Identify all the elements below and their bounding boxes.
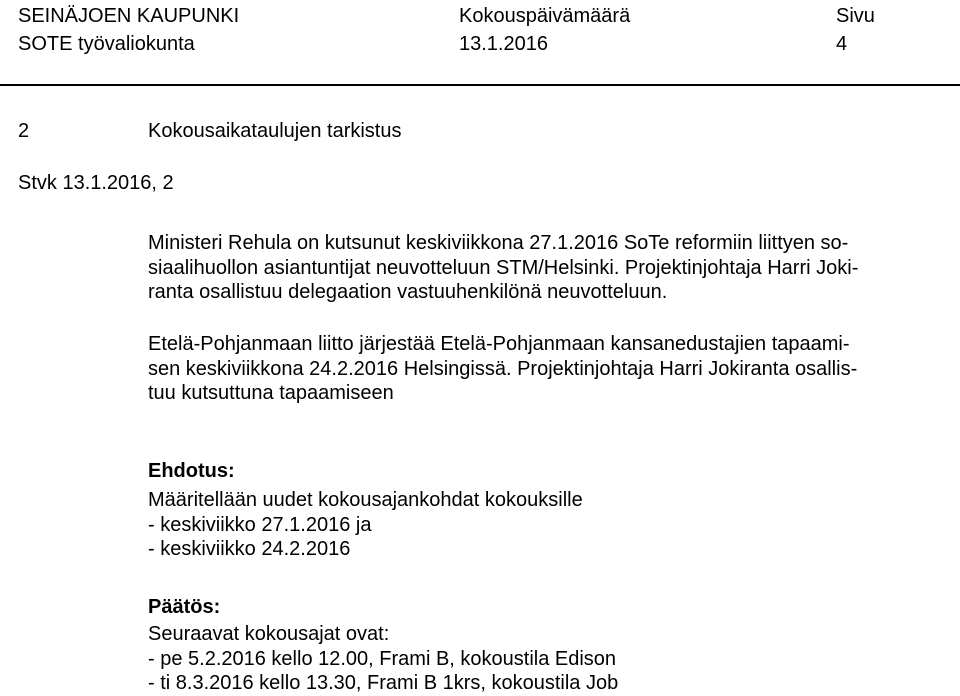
paragraph-line: sen keskiviikkona 24.2.2016 Helsingissä. Projektinjohtaja Harri Jokiranta osallis- [148,357,858,380]
paragraph-line: Etelä-Pohjanmaan liitto järjestää Etelä-Pohjanmaan kansanedustajien tapaami- [148,333,850,355]
paragraph-ministerial-meeting [148,231,948,305]
decision-label: Päätös: [148,596,221,618]
decision-text [148,622,618,696]
section-title: Kokousaikataulujen tarkistus [148,120,402,142]
committee-name: SOTE työvaliokunta [18,33,195,55]
paragraph-line: ranta osallistuu delegaation vastuuhenkilönä neuvotteluun. [148,281,668,303]
meeting-date-label: Kokouspäivämäärä [459,5,631,27]
organization-name: SEINÄJOEN KAUPUNKI [18,5,240,27]
header-page [836,2,875,58]
proposal-text [148,488,583,562]
header-divider [0,84,960,86]
paragraph-line: Ministeri Rehula on kutsunut keskiviikkona 27.1.2016 SoTe reformiin liittyen so- [148,232,849,254]
decision-line: - ti 8.3.2016 kello 13.30, Frami B 1krs, kokoustila Job [148,672,619,694]
header-meeting-date [459,2,630,58]
proposal-line: - keskiviikko 24.2.2016 [148,538,351,560]
paragraph-line: siaalihuollon asiantuntijat neuvotteluun STM/Helsinki. Projektinjohtaja Harri Joki- [148,256,859,279]
page-label: Sivu [836,5,875,27]
proposal-line: - keskiviikko 27.1.2016 ja [148,513,372,536]
meeting-date-value: 13.1.2016 [459,33,548,55]
proposal-label: Ehdotus: [148,460,235,482]
paragraph-line: tuu kutsuttuna tapaamiseen [148,382,394,404]
section-reference: Stvk 13.1.2016, 2 [18,172,174,194]
page-number: 4 [836,33,848,55]
paragraph-mp-meeting [148,332,948,406]
proposal-line: Määritellään uudet kokousajankohdat kokouksille [148,489,583,511]
decision-line: - pe 5.2.2016 kello 12.00, Frami B, kokoustila Edison [148,647,617,670]
decision-line: Seuraavat kokousajat ovat: [148,623,390,645]
header-organization [18,2,239,58]
section-number: 2 [18,120,30,142]
